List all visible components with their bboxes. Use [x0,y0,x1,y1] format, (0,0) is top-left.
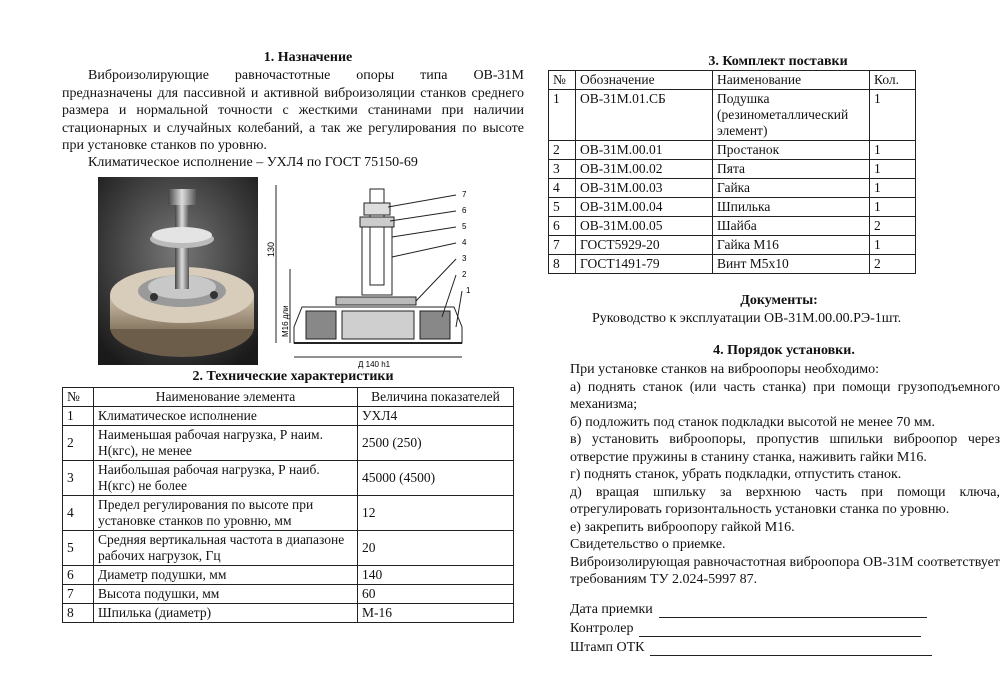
table-row [63,530,514,565]
cell-name: Гайка М16 [713,236,870,255]
cell-qty: 1 [870,160,916,179]
cell-value: УХЛ4 [358,406,514,425]
table-row [549,90,916,141]
signature-label: Дата приемки [570,601,653,617]
cell-value: 20 [358,530,514,565]
cell-name: Пята [713,160,870,179]
cell-qty: 1 [870,179,916,198]
callout-7: 7 [462,189,467,199]
cell-code: ОВ-31М.00.03 [576,179,713,198]
cell-n: 4 [549,179,576,198]
specs-header-name: Наименование элемента [94,387,358,406]
cell-n: 3 [63,460,94,495]
cell-name: Климатическое исполнение [94,406,358,425]
cell-name: Гайка [713,179,870,198]
callout-5: 5 [462,221,467,231]
cell-code: ОВ-31М.00.01 [576,141,713,160]
cell-qty: 1 [870,236,916,255]
cell-name: Предел регулирования по высоте при установке станков по уровню, мм [94,495,358,530]
specs-header-n: № [63,387,94,406]
installation-step: в) установить виброопоры, пропустив шпильки виброопор через отверстие пружины в станину станка, наживить гайки М16. [570,432,1000,465]
cell-code: ОВ-31М.00.04 [576,198,713,217]
cell-name: Высота подушки, мм [94,584,358,603]
cell-n: 8 [549,255,576,274]
signature-blank[interactable] [650,641,932,656]
delivery-header-name: Наименование [713,71,870,90]
signature-label: Штамп ОТК [570,639,645,655]
installation-step: д) вращая шпильку за верхнюю часть при помощи ключа, отрегулировать горизонтальность установки станка по уровню. [570,484,1000,517]
table-row [63,565,514,584]
signature-block [570,599,1000,656]
cell-n: 7 [549,236,576,255]
signature-line-stamp [570,637,1000,656]
cell-name: Простанок [713,141,870,160]
section2-title: 2. Технические характеристики [192,368,394,384]
delivery-header-code: Обозначение [576,71,713,90]
table-row [549,179,916,198]
table-row [63,406,514,425]
installation-step: а) поднять станок (или часть станка) при помощи грузоподъемного механизма; [570,379,1000,412]
cell-qty: 1 [870,90,916,141]
cell-n: 5 [63,530,94,565]
cell-n: 2 [549,141,576,160]
drawing-dim-height: 130 [266,241,276,257]
cert-title: Свидетельство о приемке. [570,537,726,552]
drawing-dim-diameter: Д 140 h1 [358,359,391,369]
cell-code: ОВ-31М.00.05 [576,217,713,236]
specs-header-row [63,387,514,406]
cell-code: ГОСТ1491-79 [576,255,713,274]
table-row [549,141,916,160]
table-row [549,255,916,274]
table-row [63,584,514,603]
cell-name: Винт М5х10 [713,255,870,274]
cell-name: Диаметр подушки, мм [94,565,358,584]
installation-intro: При установке станков на виброопоры необходимо: [570,362,880,377]
cell-n: 2 [63,425,94,460]
cert-text: Виброизолирующая равночастотная виброопора ОВ-31М соответствует требованиям ТУ 2.024-5997 87. [570,554,1000,587]
vibration-mount-photo [98,177,258,365]
cell-name: Средняя вертикальная частота в диапазоне рабочих нагрузок, Гц [94,530,358,565]
table-row [549,217,916,236]
specs-header-value: Величина показателей [358,387,514,406]
documents-title: Документы: [740,293,818,308]
table-row [549,236,916,255]
delivery-table [548,70,916,274]
cell-qty: 2 [870,217,916,236]
cell-n: 6 [63,565,94,584]
cell-n: 5 [549,198,576,217]
cell-name: Наименьшая рабочая нагрузка, Р наим. Н(кгс), не менее [94,425,358,460]
technical-drawing [266,177,490,373]
cell-qty: 2 [870,255,916,274]
section3-title: 3. Комплект поставки [708,54,848,69]
cell-name: Шайба [713,217,870,236]
callout-4: 4 [462,237,467,247]
section1-title: 1. Назначение [263,50,353,65]
cell-value: 2500 (250) [358,425,514,460]
cell-n: 4 [63,495,94,530]
drawing-dim-side: М16 дли [281,304,290,337]
cell-n: 1 [549,90,576,141]
cell-value: 60 [358,584,514,603]
installation-step: б) подложить под станок подкладки высотой не менее 70 мм. [570,414,936,430]
cell-qty: 1 [870,141,916,160]
cell-n: 6 [549,217,576,236]
table-row [63,495,514,530]
installation-steps [548,361,1000,656]
section1-text: Виброизолирующие равночастотные опоры типа ОВ-31М предназначены для пассивной и активной виброизоляции станков среднего размера и нормальной точности с жесткими станинами при наличии стационарных и случайных колебаний, а так же регулирования по высоте при установке станков по уровню. [62,68,524,153]
installation-step: е) закрепить виброопору гайкой М16. [570,519,795,535]
signature-line-date [570,599,1000,618]
callout-2: 2 [462,269,467,279]
cell-n: 7 [63,584,94,603]
cell-value: 45000 (4500) [358,460,514,495]
cell-name: Шпилька [713,198,870,217]
table-row [63,603,514,622]
cell-n: 3 [549,160,576,179]
callout-6: 6 [462,205,467,215]
images-row [62,177,524,373]
specs-table [62,387,514,623]
table-row [549,160,916,179]
cell-name: Наибольшая рабочая нагрузка, Р наиб. Н(кгс) не более [94,460,358,495]
table-row [63,425,514,460]
cell-qty: 1 [870,198,916,217]
cell-code: ОВ-31М.00.02 [576,160,713,179]
delivery-header-n: № [549,71,576,90]
documents-text: Руководство к эксплуатации ОВ-31М.00.00.РЭ-1шт. [592,311,902,326]
table-row [63,460,514,495]
cell-name: Шпилька (диаметр) [94,603,358,622]
cell-value: 140 [358,565,514,584]
signature-blank[interactable] [639,622,921,637]
installation-step: г) поднять станок, убрать подкладки, отпустить станок. [570,467,902,482]
section4-title: 4. Порядок установки. [713,343,855,358]
cell-code: ОВ-31М.01.СБ [576,90,713,141]
signature-blank[interactable] [659,603,927,618]
cell-code: ГОСТ5929-20 [576,236,713,255]
cell-n: 1 [63,406,94,425]
right-column [548,0,1000,656]
cell-name: Подушка (резинометаллический элемент) [713,90,870,141]
cell-n: 8 [63,603,94,622]
climate-text: Климатическое исполнение – УХЛ4 по ГОСТ 75150-69 [88,154,418,170]
left-column [62,0,524,623]
callout-3: 3 [462,253,467,263]
table-row [549,198,916,217]
cell-value: 12 [358,495,514,530]
signature-line-controller [570,618,1000,637]
delivery-header-row [549,71,916,90]
callout-1: 1 [466,285,471,295]
delivery-header-qty: Кол. [870,71,916,90]
signature-label: Контролер [570,620,634,636]
cell-value: М-16 [358,603,514,622]
